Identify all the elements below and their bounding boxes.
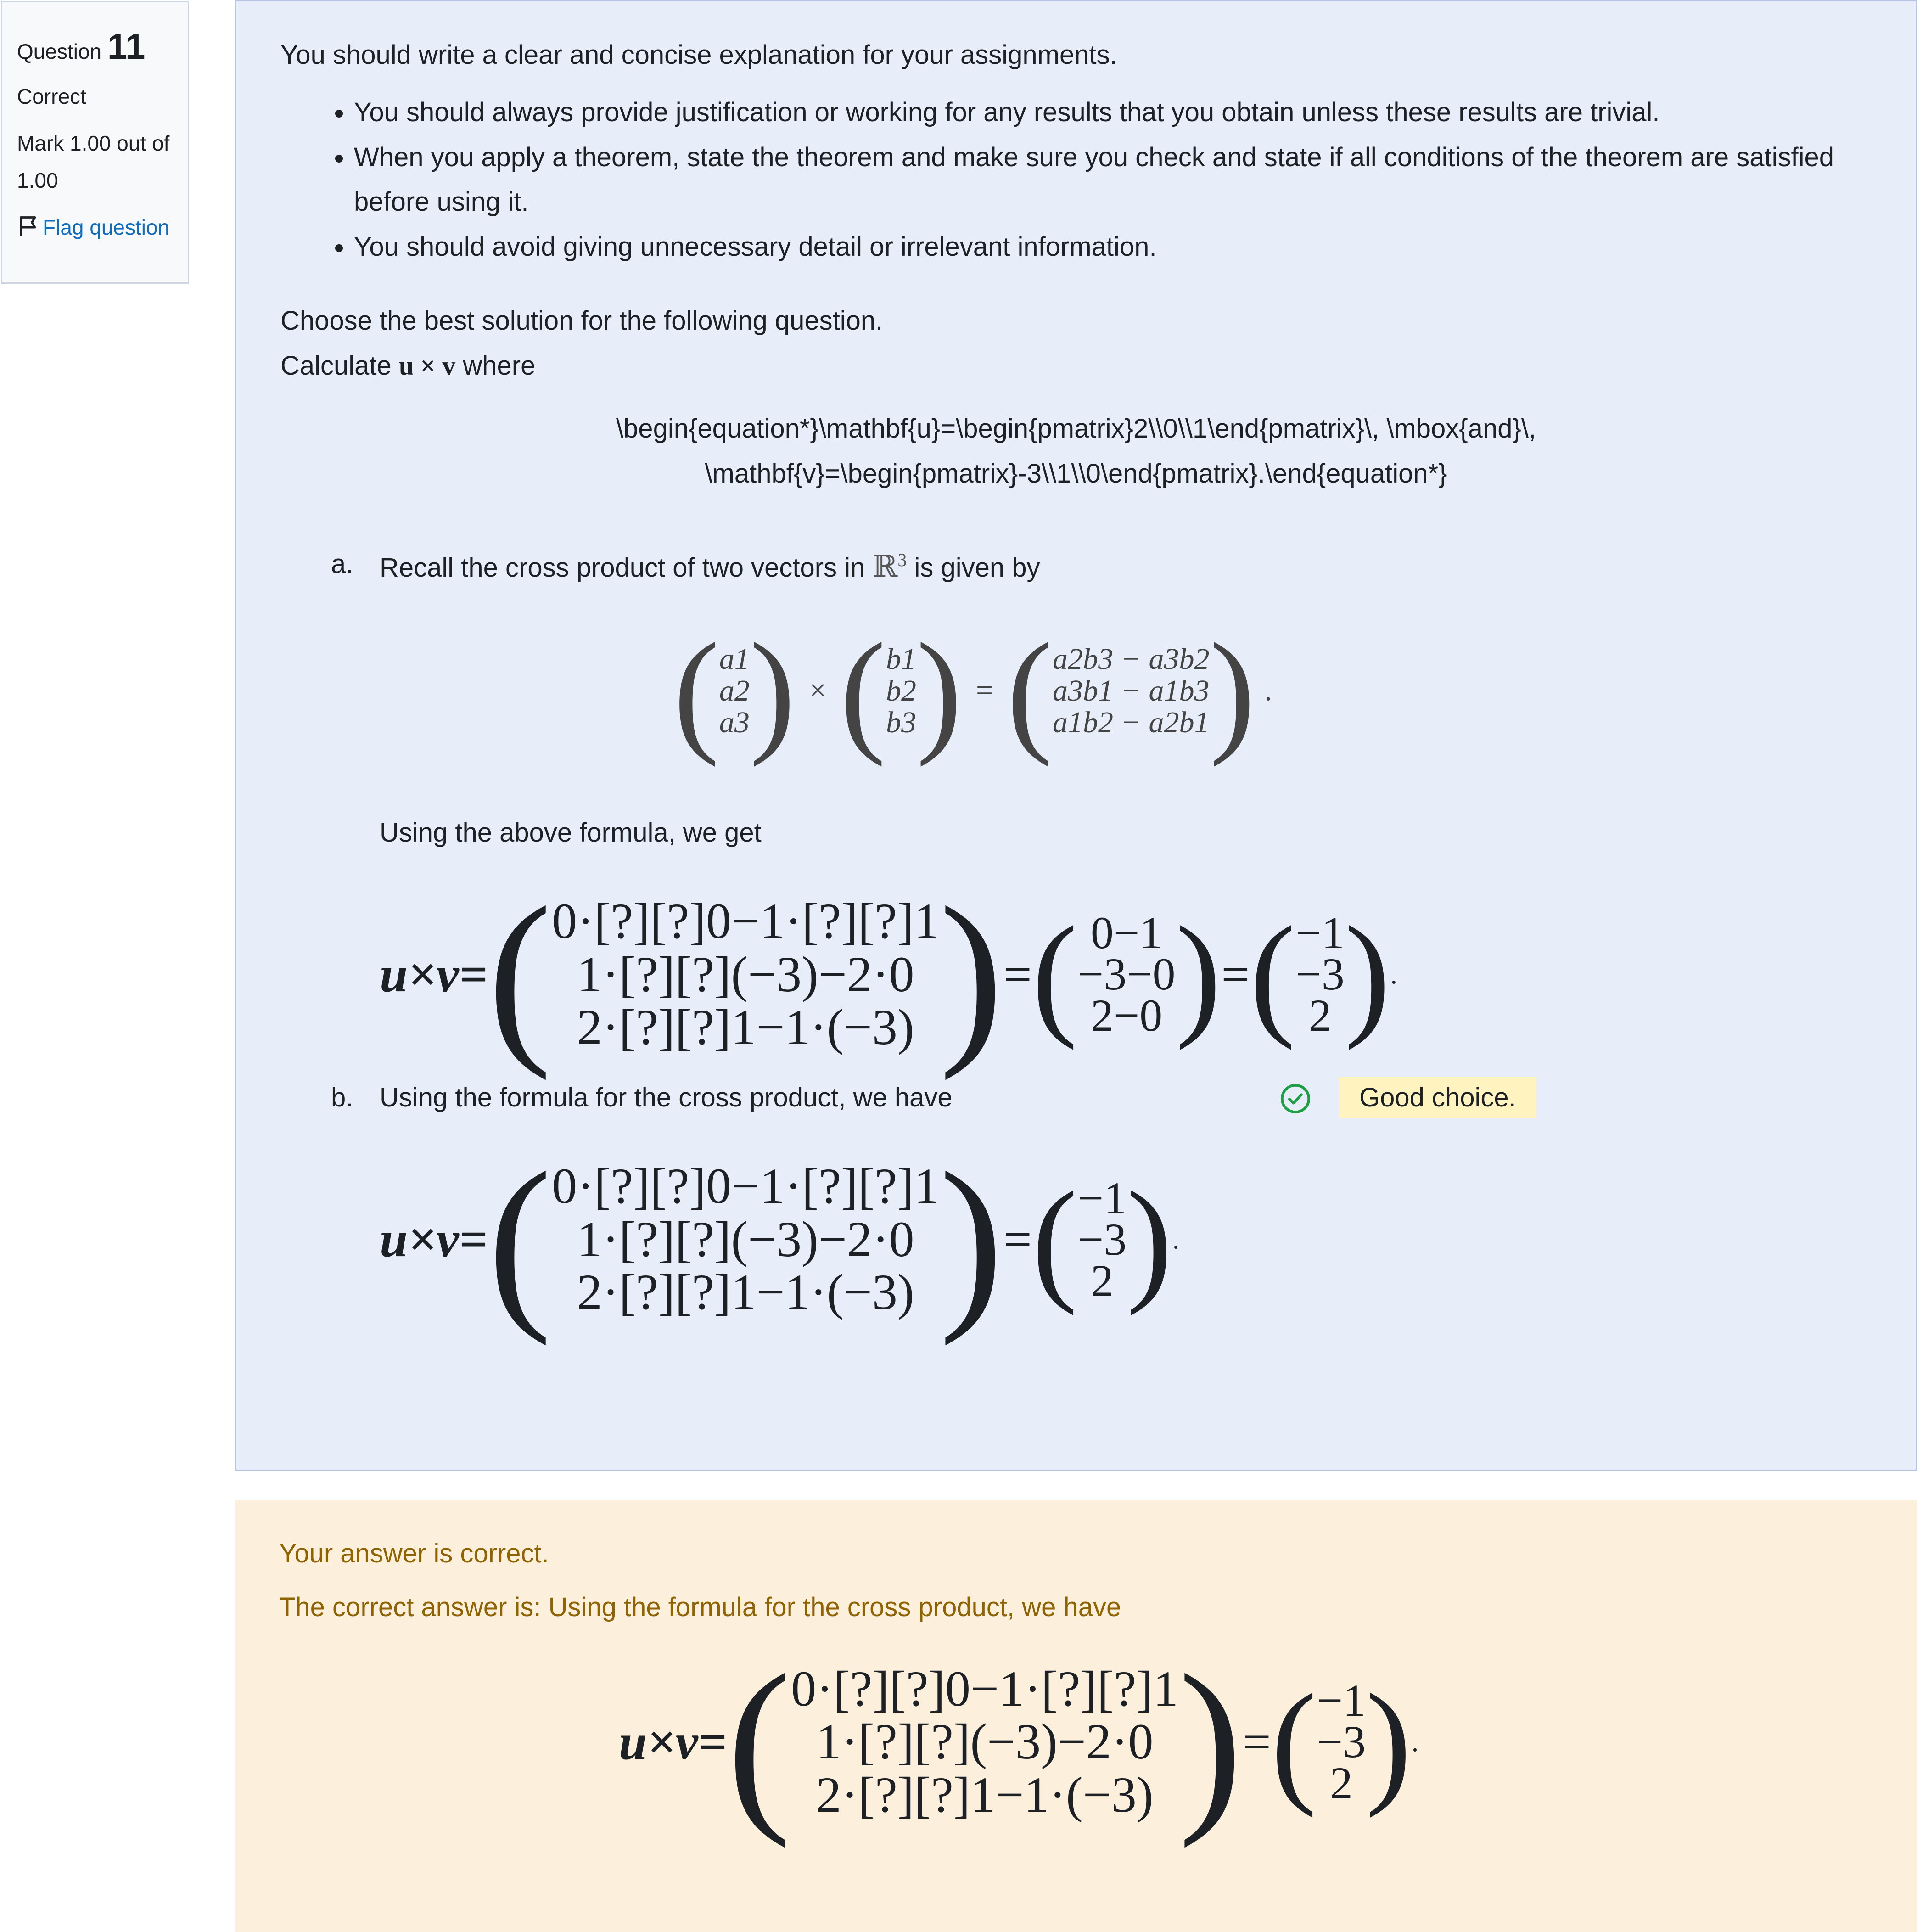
cross-product-formula: ( a1 a2 a3 ) × ( b1 b2 b3 ) = ( a2b3 − a3b2 a3b1 − a1b3 a1b2 − a2b1 ) . (673, 614, 1272, 767)
instruction-item: • You should avoid giving unnecessary detail or irrelevant information. (354, 225, 1872, 269)
instruction-item: • You should always provide justification or working for any results that you obtain unless these results are trivial. (354, 90, 1872, 135)
option-text: is given by (914, 552, 1040, 583)
raw-latex-line: \begin{equation*}\mathbf{u}=\begin{pmatrix}2\\0\\1\end{pmatrix}\, \mbox{and}\, (616, 414, 1536, 444)
question-word: Question (17, 39, 102, 63)
calc-prefix: Calculate (280, 350, 392, 381)
calculate-text (280, 343, 1872, 388)
question-number-value: 11 (107, 26, 146, 67)
option-b-equation: u×v= ( 0·[?][?]0−1·[?][?]1 1·[?][?](−3)−2·0 2·[?][?]1−1·(−3) ) = ( −1 −3 2 ) . (380, 1132, 1180, 1346)
question-number (17, 15, 173, 78)
flag-outline-icon (17, 214, 41, 238)
question-formulation (235, 0, 1917, 1471)
flag-question-link[interactable] (17, 209, 173, 246)
reals-symbol: ℝ$^3$ (872, 549, 907, 584)
option-text: Using the formula for the cross product, we have (380, 1083, 953, 1113)
good-choice-feedback: Good choice. (1339, 1077, 1536, 1118)
option-label: a. (331, 549, 353, 579)
answer-option-b[interactable] (280, 1075, 1872, 1346)
question-state: Correct (17, 84, 86, 108)
option-a-equation: u×v= ( 0·[?][?]0−1·[?][?]1 1·[?][?](−3)−2·0 2·[?][?]1−1·(−3) ) = ( 0−1 −3−0 2−0 ) = ( −1 −3 2 ) . (380, 867, 1397, 1081)
flag-label[interactable]: Flag question (43, 215, 170, 239)
calc-expression: u × v (398, 350, 456, 381)
question-info-panel (1, 1, 189, 284)
raw-latex-block (280, 406, 1872, 496)
calc-suffix: where (463, 350, 536, 381)
using-formula-text: Using the above formula, we get (380, 817, 762, 848)
instructions-intro: You should write a clear and concise explanation for your assignments. (280, 40, 1117, 70)
option-label: b. (331, 1083, 353, 1113)
feedback-equation: u×v= ( 0·[?][?]0−1·[?][?]1 1·[?][?](−3)−2·0 2·[?][?]1−1·(−3) ) = ( −1 −3 2 ) . (619, 1635, 1419, 1848)
instruction-item: • When you apply a theorem, state the theorem and make sure you check and state if all conditions of the theorem are satisfied before using it. (354, 135, 1872, 225)
instructions-list (280, 90, 1872, 269)
question-mark: Mark 1.00 out of 1.00 (17, 131, 170, 192)
answer-correct-text: Your answer is correct. (279, 1539, 549, 1568)
choose-text: Choose the best solution for the following question. (280, 306, 883, 336)
right-answer-text: The correct answer is: Using the formula for the cross product, we have (279, 1592, 1121, 1622)
raw-latex-line: \mathbf{v}=\begin{pmatrix}-3\\1\\0\end{pmatrix}.\end{equation*} (705, 458, 1447, 489)
feedback-panel (235, 1500, 1917, 1932)
answer-option-a[interactable] (280, 542, 1872, 1081)
check-circle-icon (1279, 1083, 1312, 1115)
option-text: Recall the cross product of two vectors in (380, 552, 865, 583)
